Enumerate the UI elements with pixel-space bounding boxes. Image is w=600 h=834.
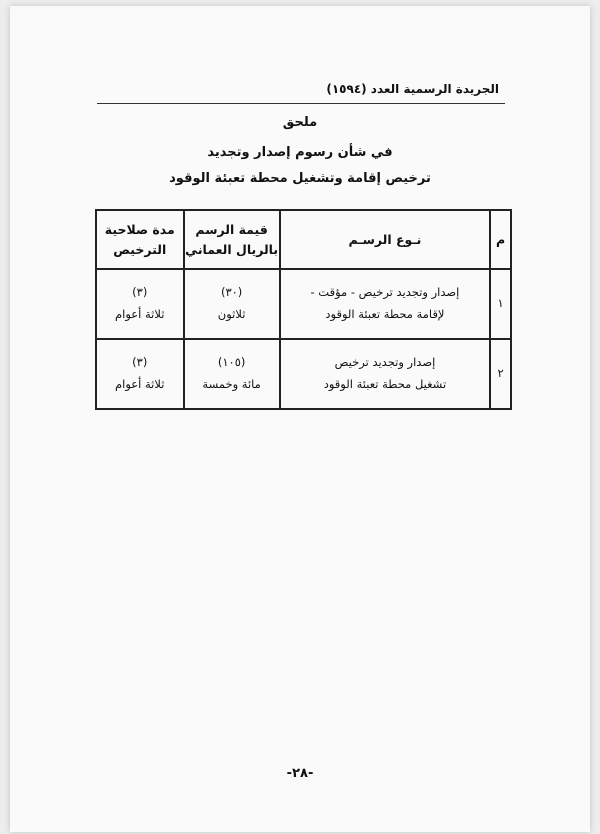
validity-number: (٣) xyxy=(132,285,148,300)
annex-title: ملحق xyxy=(282,115,318,130)
validity-cell xyxy=(96,269,184,339)
header-fee-amount-line-1: قيمة الرسم xyxy=(195,221,268,237)
subject-line-1: في شأن رسوم إصدار وتجديد xyxy=(207,145,393,160)
fee-amount-cell xyxy=(184,269,280,339)
header-fee-type: نـوع الرسـم xyxy=(280,210,490,269)
header-fee-amount xyxy=(184,210,280,269)
fees-table xyxy=(95,209,512,410)
fee-amount-number: (١٠٥) xyxy=(217,355,246,370)
header-license-validity-line-1: مدة صلاحية xyxy=(104,221,175,237)
gazette-header: الجريدة الرسمية العدد (١٥٩٤) xyxy=(326,82,499,96)
row-number: ٢ xyxy=(490,339,511,409)
fee-type-line-1: إصدار وتجديد ترخيص - مؤقت - xyxy=(310,285,460,300)
page-number: -٢٨- xyxy=(286,766,314,781)
fee-type-line-1: إصدار وتجديد ترخيص xyxy=(334,355,436,370)
fee-amount-words: مائة وخمسة xyxy=(202,377,261,391)
fee-amount-cell xyxy=(184,339,280,409)
header-fee-amount-line-2: بالريال العماني xyxy=(185,241,279,257)
header-license-validity xyxy=(96,210,184,269)
fee-type-cell xyxy=(280,269,490,339)
table-header-row xyxy=(96,210,511,269)
header-divider xyxy=(97,103,505,104)
fee-amount-number: (٣٠) xyxy=(220,285,243,300)
subject-line-2: ترخيص إقامة وتشغيل محطة تعبئة الوقود xyxy=(169,171,431,186)
table-row xyxy=(96,339,511,409)
fee-type-cell xyxy=(280,339,490,409)
validity-words: ثلاثة أعوام xyxy=(115,307,165,321)
validity-words: ثلاثة أعوام xyxy=(115,377,165,391)
fee-amount-words: ثلاثون xyxy=(217,307,246,321)
header-number: م xyxy=(490,210,511,269)
header-license-validity-line-2: الترخيص xyxy=(113,241,167,257)
validity-number: (٣) xyxy=(132,355,148,370)
fee-type-line-2: تشغيل محطة تعبئة الوقود xyxy=(323,377,447,391)
validity-cell xyxy=(96,339,184,409)
table-row xyxy=(96,269,511,339)
fee-type-line-2: لإقامة محطة تعبئة الوقود xyxy=(325,307,445,321)
row-number: ١ xyxy=(490,269,511,339)
